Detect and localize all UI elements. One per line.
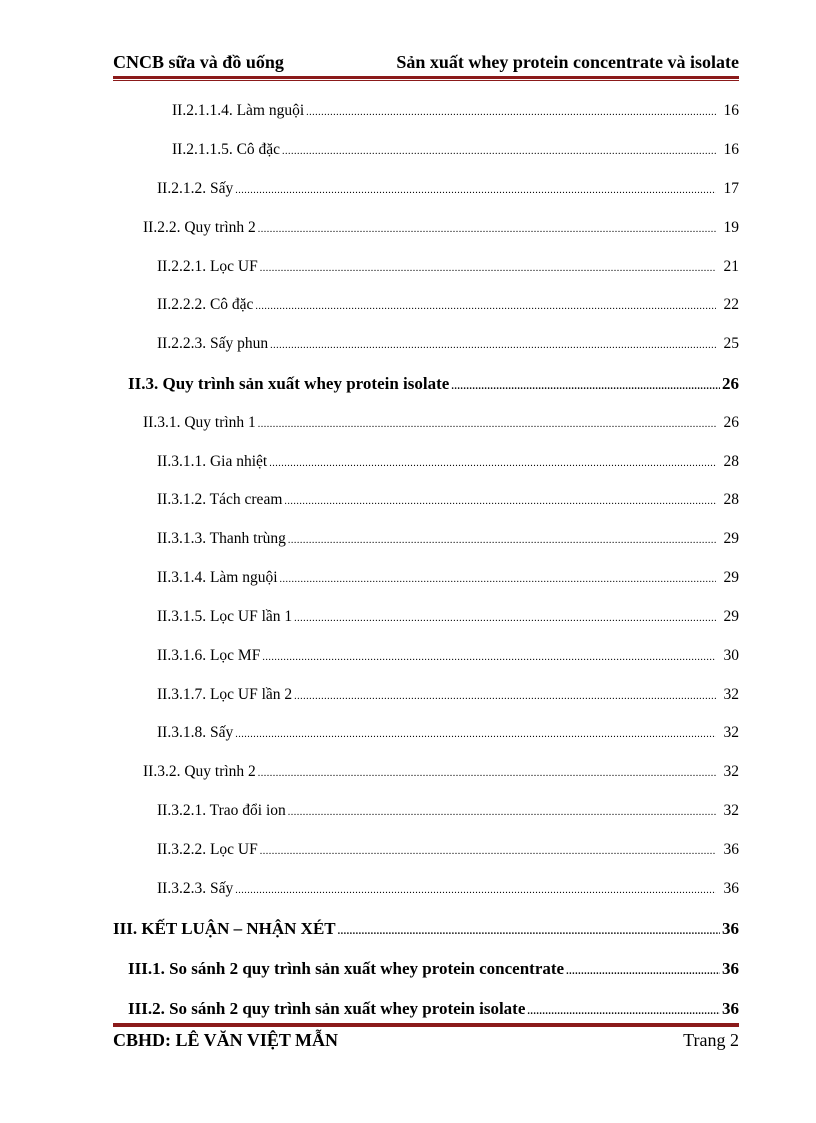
toc-entry-label: III. KẾT LUẬN – NHẬN XÉT	[113, 919, 336, 938]
toc-entry-label: II.2.2.2. Cô đặc	[157, 296, 254, 313]
toc-entry-page: 26	[723, 414, 739, 431]
toc-leader-dots	[280, 574, 716, 585]
footer-advisor: CBHD: LÊ VĂN VIỆT MẪN	[113, 1030, 339, 1050]
header-left-title: CNCB sữa và đồ uống	[113, 52, 284, 72]
toc-entry-label: II.3.2.2. Lọc UF	[157, 841, 258, 858]
toc-entry-label: III.2. So sánh 2 quy trình sản xuất whey protein isolate	[128, 999, 526, 1018]
toc-entry-label: II.2.2. Quy trình 2	[143, 219, 256, 236]
toc-leader-dots	[270, 340, 715, 351]
toc-entry-label: II.3.1.4. Làm nguội	[157, 569, 278, 586]
toc-leader-dots	[269, 458, 715, 469]
toc-leader-dots	[258, 224, 716, 235]
toc-leader-dots	[282, 146, 715, 157]
toc-entry-label: II.2.1.1.5. Cô đặc	[172, 141, 281, 158]
toc-entry-page: 32	[723, 686, 739, 703]
toc-entry-label: II.3.1. Quy trình 1	[143, 414, 256, 431]
toc-leader-dots	[258, 768, 716, 779]
toc-entry	[172, 141, 739, 167]
toc-leader-dots	[527, 1006, 720, 1017]
toc-leader-dots	[284, 496, 715, 507]
toc-entry-page: 29	[723, 569, 739, 586]
toc-entry-label: II.3.1.2. Tách cream	[157, 491, 283, 508]
toc-entry-label: II.3.1.7. Lọc UF lần 2	[157, 686, 293, 703]
toc-entry	[157, 841, 739, 867]
toc-entry-label: III.1. So sánh 2 quy trình sản xuất whey protein concentrate	[128, 959, 565, 978]
toc-entry	[143, 414, 739, 440]
toc-entry	[143, 219, 739, 245]
toc-leader-dots	[235, 185, 715, 196]
toc-leader-dots	[255, 301, 715, 312]
toc-entry-page: 29	[723, 608, 739, 625]
toc-leader-dots	[235, 729, 715, 740]
toc-entry-page: 32	[723, 763, 739, 780]
page-header	[113, 52, 739, 73]
toc-entry	[157, 802, 739, 828]
toc-entry-label: II.3.1.1. Gia nhiệt	[157, 453, 268, 470]
toc-leader-dots	[294, 613, 715, 624]
toc-entry-label: II.2.1.1.4. Làm nguội	[172, 102, 305, 119]
toc-entry-page: 17	[723, 180, 739, 197]
toc-entry	[157, 724, 739, 750]
toc-entry	[157, 530, 739, 556]
toc-entry-page: 25	[723, 335, 739, 352]
toc-entry	[157, 258, 739, 284]
toc-entry	[157, 608, 739, 634]
toc-entry	[128, 959, 739, 985]
toc-entry	[157, 491, 739, 517]
toc-entry-label: II.3.2.3. Sấy	[157, 880, 234, 897]
toc-leader-dots	[338, 926, 720, 937]
header-right-title: Sản xuất whey protein concentrate và isolate	[396, 52, 739, 72]
toc-entry	[157, 453, 739, 479]
toc-entry-page: 19	[723, 219, 739, 236]
toc-entry	[128, 374, 739, 400]
toc-entry	[172, 102, 739, 128]
toc-entry	[157, 647, 739, 673]
toc-entry-page: 22	[723, 296, 739, 313]
toc-entry-label: II.3.1.8. Sấy	[157, 724, 234, 741]
toc-entry-page: 28	[723, 453, 739, 470]
toc-entry	[157, 335, 739, 361]
toc-entry-label: II.3.1.6. Lọc MF	[157, 647, 261, 664]
toc-leader-dots	[288, 807, 716, 818]
toc-leader-dots	[235, 885, 715, 896]
toc-leader-dots	[262, 652, 715, 663]
toc-entry-page: 16	[723, 141, 739, 158]
footer-page-number: Trang 2	[683, 1030, 739, 1050]
toc-entry	[157, 686, 739, 712]
toc-entry-page: 36	[722, 999, 739, 1018]
toc-entry-page: 36	[723, 841, 739, 858]
toc-entry-label: II.2.2.1. Lọc UF	[157, 258, 258, 275]
toc-entry-page: 16	[723, 102, 739, 119]
toc-entry-label: II.3. Quy trình sản xuất whey protein isolate	[128, 374, 450, 393]
toc-entry-label: II.3.2. Quy trình 2	[143, 763, 256, 780]
toc-entry-page: 36	[722, 959, 739, 978]
toc-entry-label: II.2.1.2. Sấy	[157, 180, 234, 197]
header-rule	[113, 76, 739, 81]
page-footer	[113, 1030, 739, 1051]
toc-leader-dots	[306, 107, 715, 118]
toc-leader-dots	[260, 846, 716, 857]
toc-leader-dots	[451, 381, 720, 392]
toc-leader-dots	[566, 966, 720, 977]
toc-leader-dots	[288, 535, 716, 546]
toc-entry-page: 28	[723, 491, 739, 508]
toc-entry	[157, 296, 739, 322]
toc-entry-page: 29	[723, 530, 739, 547]
toc-entry	[113, 919, 739, 945]
toc-leader-dots	[294, 691, 715, 702]
toc-entry-label: II.2.2.3. Sấy phun	[157, 335, 269, 352]
toc-entry-page: 21	[723, 258, 739, 275]
footer-rule	[113, 1022, 739, 1027]
toc-entry	[157, 569, 739, 595]
toc-entry-page: 36	[722, 919, 739, 938]
toc-entry-page: 36	[723, 880, 739, 897]
toc-leader-dots	[260, 263, 716, 274]
toc-entry	[157, 880, 739, 906]
toc-entry-page: 26	[722, 374, 739, 393]
toc-entry	[143, 763, 739, 789]
toc-entry-label: II.3.1.3. Thanh trùng	[157, 530, 286, 547]
toc-entry-label: II.3.1.5. Lọc UF lần 1	[157, 608, 293, 625]
toc-entry-page: 30	[723, 647, 739, 664]
toc-entry-label: II.3.2.1. Trao đổi ion	[157, 802, 286, 819]
toc-entry	[157, 180, 739, 206]
toc-leader-dots	[258, 419, 716, 430]
toc-entry-page: 32	[723, 802, 739, 819]
toc-entry-page: 32	[723, 724, 739, 741]
